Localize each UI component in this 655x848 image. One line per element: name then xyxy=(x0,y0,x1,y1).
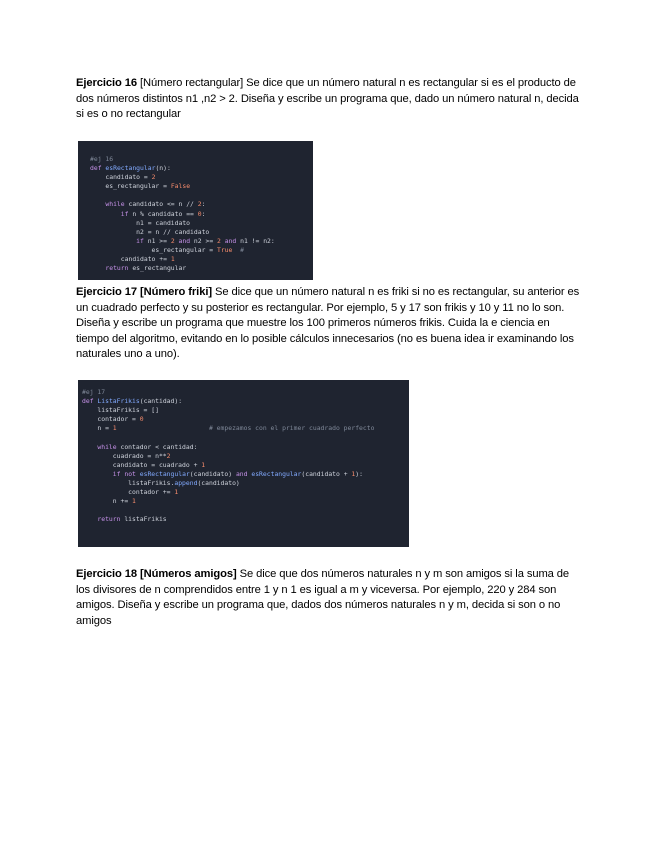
ex17-code-line: n += 1 xyxy=(82,497,136,506)
exercise-16-paragraph xyxy=(76,76,581,123)
exercise-17-code-screenshot xyxy=(78,380,409,547)
ex16-code-line: return es_rectangular xyxy=(105,264,187,273)
ex16-code-line: while candidato <= n // 2: xyxy=(105,200,206,209)
ex17-code-line: def ListaFrikis(cantidad): xyxy=(82,397,183,406)
ex16-code-line: n1 = candidato xyxy=(90,218,191,227)
ex16-code-line: n2 = n // candidato xyxy=(90,227,210,236)
exercise-18-paragraph xyxy=(76,567,581,629)
ex17-code-line: contador += 1 xyxy=(82,488,179,497)
ex16-code-line: es_rectangular = True # xyxy=(90,245,244,254)
exercise-17-title: Ejercicio 17 [Número friki] xyxy=(76,286,212,298)
exercise-16-text: [Número rectangular] Se dice que un número natural n es rectangular si es el producto de dos números distintos n1 ,n2 > 2. Diseña y escribe un programa que, dado un número natural n, decida si es o no rectangular xyxy=(76,77,579,121)
ex17-code-line: listaFrikis = [] xyxy=(82,406,159,415)
ex17-code-line: cuadrado = n**2 xyxy=(82,451,171,460)
exercise-17-text: Se dice que un número natural n es friki si no es rectangular, su anterior es un cuadrado perfecto y su posterior es rectangular. Por ejemplo, 5 y 17 son frikis y 10 y 11 no lo son. Diseña y escribe un programa que muestre los 100 primeros números frikis. Cuida la e ciencia en tiempo del algoritmo, evitando en lo posible cálculos innecesarios (no es buena idea ir examinando los naturales uno a uno). xyxy=(76,286,580,361)
ex17-code-line: candidato = cuadrado + 1 xyxy=(82,460,206,469)
ex17-code-line: listaFrikis.append(candidato) xyxy=(82,478,240,487)
exercise-17-paragraph xyxy=(76,285,581,363)
exercise-16-title: Ejercicio 16 xyxy=(76,77,137,89)
ex17-code-line xyxy=(82,506,409,515)
ex17-code-line xyxy=(82,433,409,442)
ex17-code-line: if not esRectangular(candidato) and esRectangular(candidato + 1): xyxy=(112,469,363,478)
ex17-code-line: #ej 17 xyxy=(82,388,106,396)
ex17-code-line: n = 1 # empezamos con el primer cuadrado perfecto xyxy=(82,424,375,433)
ex17-code-line: contador = 0 xyxy=(82,415,144,424)
ex16-code-line: candidato += 1 xyxy=(90,255,175,264)
ex16-code-line: #ej 16 xyxy=(90,155,114,163)
ex16-code-line: def esRectangular(n): xyxy=(90,164,171,173)
ex16-code-line xyxy=(90,191,313,200)
ex17-code-line: return listaFrikis xyxy=(97,515,167,524)
exercise-16-code-screenshot xyxy=(78,141,313,280)
exercise-18-title: Ejercicio 18 [Números amigos] xyxy=(76,568,237,580)
ex17-code-line: while contador < cantidad: xyxy=(97,442,198,451)
ex16-code-line: if n1 >= 2 and n2 >= 2 and n1 != n2: xyxy=(136,236,275,245)
exercise-18-text: Se dice que dos números naturales n y m son amigos si la suma de los divisores de n comprendidos entre 1 y n 1 es igual a m y viceversa. Por ejemplo, 220 y 284 son amigos. Diseña y escribe un programa que, dados dos números naturales n y m, decida si son o no amigos xyxy=(76,568,570,627)
ex16-code-line: candidato = 2 xyxy=(90,173,156,182)
ex16-code-line: es_rectangular = False xyxy=(90,182,191,191)
ex16-code-line: if n % candidato == 0: xyxy=(120,209,206,218)
